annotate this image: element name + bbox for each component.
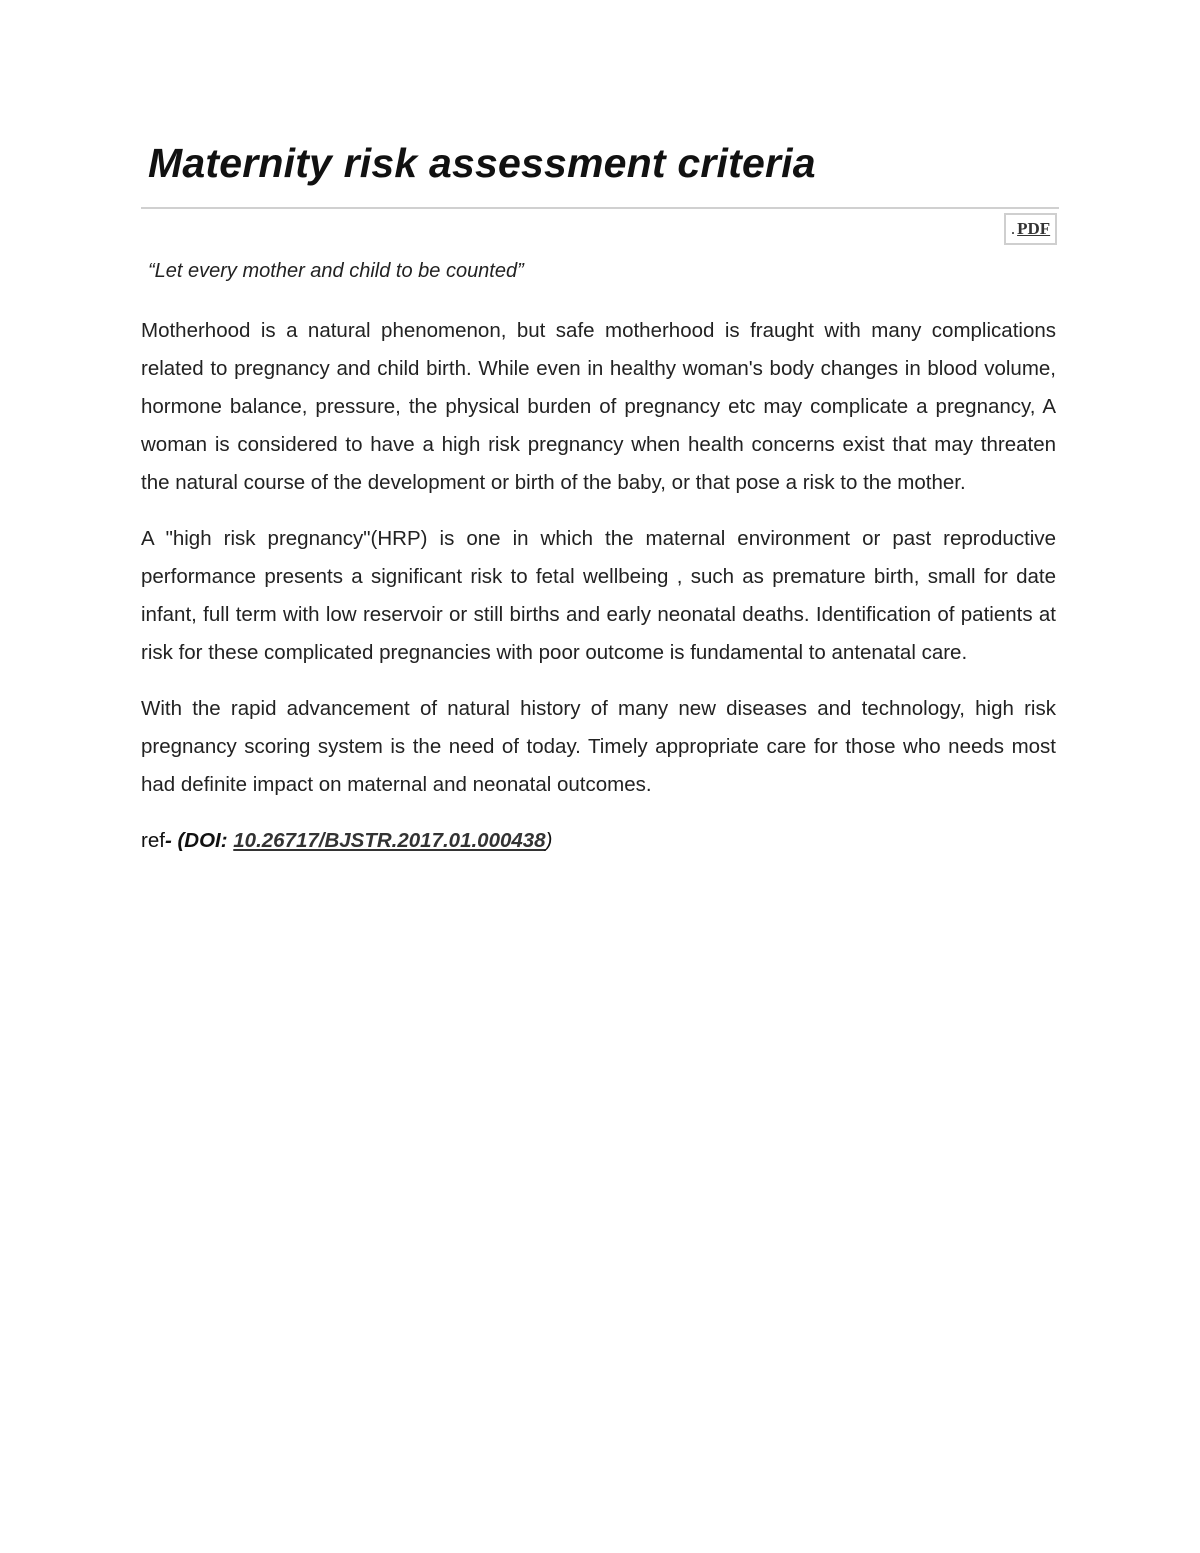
doi-label: - (DOI:	[164, 829, 234, 852]
pdf-button-label: PDF	[1017, 219, 1051, 238]
pdf-button-dot: .	[1010, 219, 1016, 238]
epigraph-quote: “Let every mother and child to be counted”	[148, 260, 524, 282]
paragraph-2: A "high risk pregnancy"(HRP) is one in which the maternal environment or past reproductive performance presents a significant risk to fetal wellbeing , such as premature birth, small for date infant, full term with low reservoir or still births and early neonatal deaths. Identification of patients at risk for these complicated pregnancies with poor outcome is fundamental to antenatal care.	[141, 527, 1056, 664]
paragraph-3: With the rapid advancement of natural history of many new diseases and technology, high risk pregnancy scoring system is the need of today. Timely appropriate care for those who needs most had definite impact on maternal and neonatal outcomes.	[141, 697, 1056, 796]
paragraph-1: Motherhood is a natural phenomenon, but safe motherhood is fraught with many complications related to pregnancy and child birth. While even in healthy woman's body changes in blood volume, hormone balance, pressure, the physical burden of pregnancy etc may complicate a pregnancy, A woman is considered to have a high risk pregnancy when health concerns exist that may threaten the natural course of the development or birth of the baby, or that pose a risk to the mother.	[141, 319, 1056, 494]
pdf-button[interactable]	[1004, 213, 1057, 245]
body-text	[141, 312, 1056, 860]
reference-prefix: ref	[141, 829, 165, 852]
doi-link[interactable]: 10.26717/BJSTR.2017.01.000438	[233, 829, 546, 852]
reference-close: )	[545, 829, 553, 852]
page-title: Maternity risk assessment criteria	[148, 140, 816, 186]
title-divider	[141, 207, 1059, 209]
reference-line	[141, 822, 1056, 860]
